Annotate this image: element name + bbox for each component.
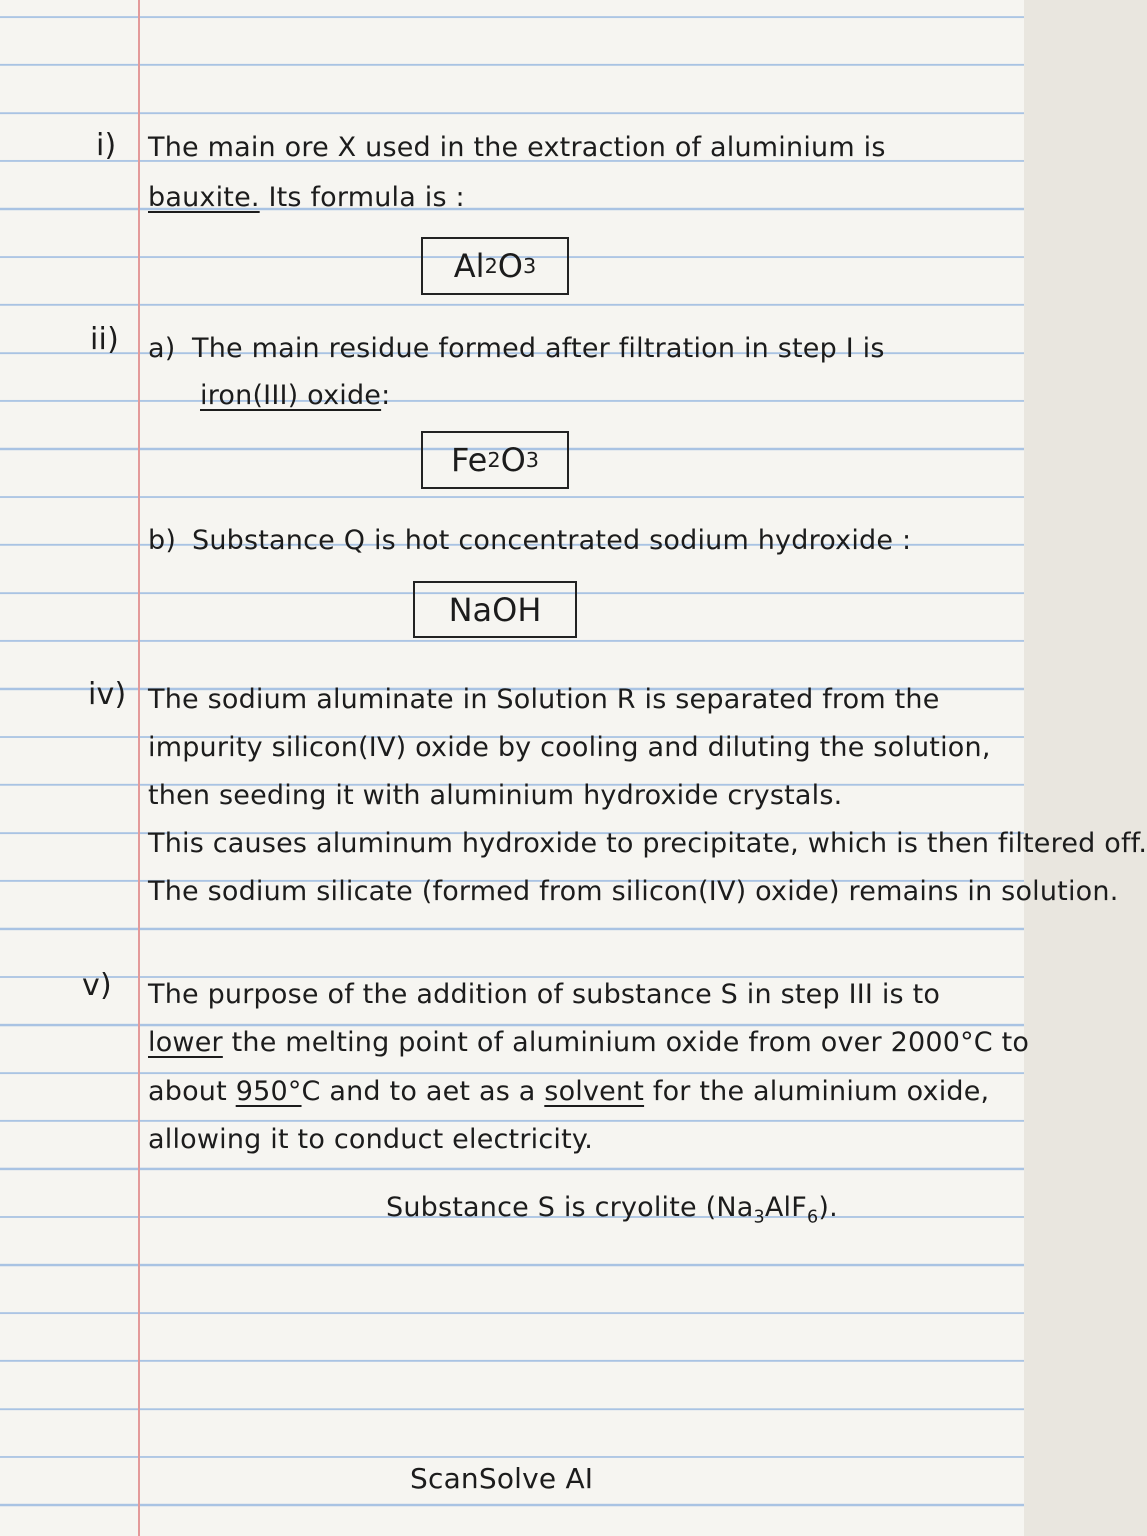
formula-box-fe2o3 — [421, 431, 569, 489]
section-v-number: v) — [82, 968, 112, 1003]
temperature-950: 950° — [235, 1076, 302, 1107]
section-iv-line: The sodium aluminate in Solution R is separated from the — [148, 684, 940, 715]
conclusion-sub2: 6 — [806, 1207, 819, 1228]
section-i-line2-rest: Its formula is : — [259, 182, 465, 213]
section-v-line1: The purpose of the addition of substance S in step III is to — [148, 979, 941, 1010]
footer-brand: ScanSolve AI — [410, 1462, 594, 1495]
section-v-line2 — [148, 1027, 1029, 1058]
section-ii-number: ii) — [90, 322, 119, 357]
formula-el2: O — [500, 441, 526, 479]
formula-el2: O — [497, 247, 523, 285]
section-ii-a-label: a) — [148, 333, 176, 364]
cryolite-conclusion — [386, 1192, 838, 1227]
residue-answer: iron(III) oxide — [200, 380, 382, 411]
section-v-line3 — [148, 1076, 989, 1107]
section-iv-line: impurity silicon(IV) oxide by cooling and diluting the solution, — [148, 732, 991, 763]
conclusion-b: AlF — [764, 1192, 807, 1223]
ore-name: bauxite. — [148, 182, 260, 213]
residue-colon: : — [381, 380, 391, 411]
section-iv-line: This causes aluminum hydroxide to precipitate, which is then filtered off. — [148, 828, 1147, 859]
section-i-line1: The main ore X used in the extraction of aluminium is — [148, 132, 886, 163]
conclusion-a: Substance S is cryolite (Na — [386, 1192, 754, 1223]
lower-word: lower — [148, 1027, 223, 1058]
section-v-line4: allowing it to conduct electricity. — [148, 1124, 593, 1155]
solvent-word: solvent — [544, 1076, 645, 1107]
formula-el1: Fe — [451, 441, 488, 479]
formula-box-naoh: NaOH — [413, 581, 577, 638]
formula-sub1: 2 — [484, 254, 498, 278]
section-v-line3-c: for the aluminium oxide, — [644, 1076, 990, 1107]
section-ii-a-line1: The main residue formed after filtration in step I is — [192, 333, 885, 364]
section-v-line3-a: about — [148, 1076, 236, 1107]
section-v-line3-b: C and to aet as a — [301, 1076, 545, 1107]
conclusion-c: ). — [818, 1192, 838, 1223]
section-iv-line: The sodium silicate (formed from silicon(IV) oxide) remains in solution. — [148, 876, 1119, 907]
section-ii-a-line2 — [200, 380, 390, 411]
section-ii-b-label: b) — [148, 525, 177, 556]
formula-sub2: 3 — [525, 448, 539, 472]
section-iv-number: iv) — [88, 677, 127, 712]
margin-line — [138, 0, 140, 1536]
conclusion-sub1: 3 — [753, 1207, 765, 1228]
formula-sub1: 2 — [487, 448, 501, 472]
formula-el1: Al — [453, 247, 485, 285]
formula-sub2: 3 — [522, 254, 537, 278]
section-i-number: i) — [96, 128, 117, 163]
formula-box-al2o3 — [421, 237, 569, 295]
section-i-line2 — [148, 182, 465, 213]
section-ii-b-line: Substance Q is hot concentrated sodium hydroxide : — [192, 525, 912, 556]
section-v-line2-rest: the melting point of aluminium oxide from over 2000°C to — [222, 1027, 1030, 1058]
section-iv-line: then seeding it with aluminium hydroxide crystals. — [148, 780, 843, 811]
